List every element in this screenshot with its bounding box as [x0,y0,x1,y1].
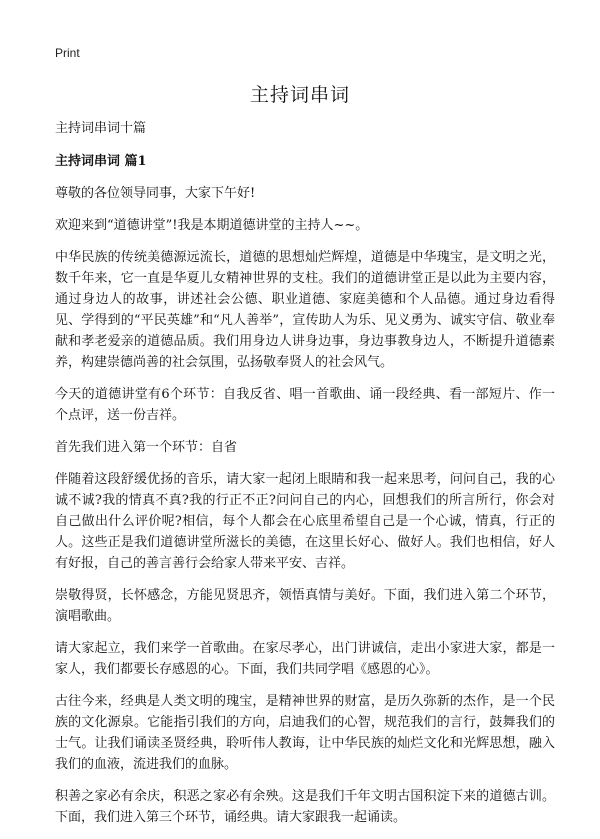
paragraph-reflection: 伴随着这段舒缓优扬的音乐，请大家一起闭上眼睛和我一起来思考，问问自己，我的心诚不诚?我的情真不真?我的行正不正?问问自己的内心，回想我们的所言所行，你会对自己做出什么评价呢?相信，每个人都会在心底里希望自己是一个心诚，情真，行正的人。这些正是我们道德讲堂所滋长的美德，在这里长好心、做好人。我们也相信，好人有好报，自己的善言善行会给家人带来平安、吉祥。 [55,472,555,571]
paragraph-greeting: 尊敬的各位领导同事，大家下午好! [55,186,256,201]
paragraph-welcome: 欢迎来到“道德讲堂”!我是本期道德讲堂的主持人~~。 [55,218,369,233]
paragraph-agenda: 今天的道德讲堂有6个环节：自我反省、唱一首歌曲、诵一段经典、看一部短片、作一个点评，送一份吉祥。 [55,387,555,423]
paragraph-segment-three: 积善之家必有余庆，积恶之家必有余殃。这是我们千年文明古国积淀下来的道德古训。下面，我们进入第三个环节，诵经典。请大家跟我一起诵读。 [55,789,555,825]
paragraph-segment-one: 首先我们进入第一个环节：自省 [55,440,238,455]
paragraph-classics: 古往今来，经典是人类文明的瑰宝，是精神世界的财富，是历久弥新的杰作，是一个民族的文化源泉。它能指引我们的方向，启迪我们的心智，规范我们的言行，鼓舞我们的士气。让我们诵读圣贤经典，聆听伟人教诲，让中华民族的灿烂文化和光辉思想，融入我们的血液，流进我们的血脉。 [55,694,555,772]
paragraph-song: 请大家起立，我们来学一首歌曲。在家尽孝心，出门讲诚信，走出小家进大家，都是一家人，我们都要长存感恩的心。下面，我们共同学唱《感恩的心》。 [55,641,555,677]
document-subtitle: 主持词串词十篇 [55,121,147,136]
print-link[interactable]: Print [55,46,80,60]
section-heading: 主持词串词 篇1 [55,154,147,169]
document-body [55,118,555,839]
paragraph-introduction: 中华民族的传统美德源远流长，道德的思想灿烂辉煌，道德是中华瑰宝，是文明之光，数千年来，它一直是华夏儿女精神世界的支柱。我们的道德讲堂正是以此为主要内容，通过身边人的故事，讲述社会公德、职业道德、家庭美德和个人品德。通过身边看得见、学得到的“平民英雄”和“凡人善举”，宣传助人为乐、见义勇为、诚实守信、敬业奉献和孝老爱亲的道德品质。我们用身边人讲身边事，身边事教身边人，不断提升道德素养，构建崇德尚善的社会氛围，弘扬敬奉贤人的社会风气。 [55,250,555,370]
document-title: 主持词串词 [249,84,350,106]
paragraph-segment-two: 崇敬得贤，长怀感念，方能见贤思齐，领悟真情与美好。下面，我们进入第二个环节，演唱歌曲。 [55,588,555,624]
